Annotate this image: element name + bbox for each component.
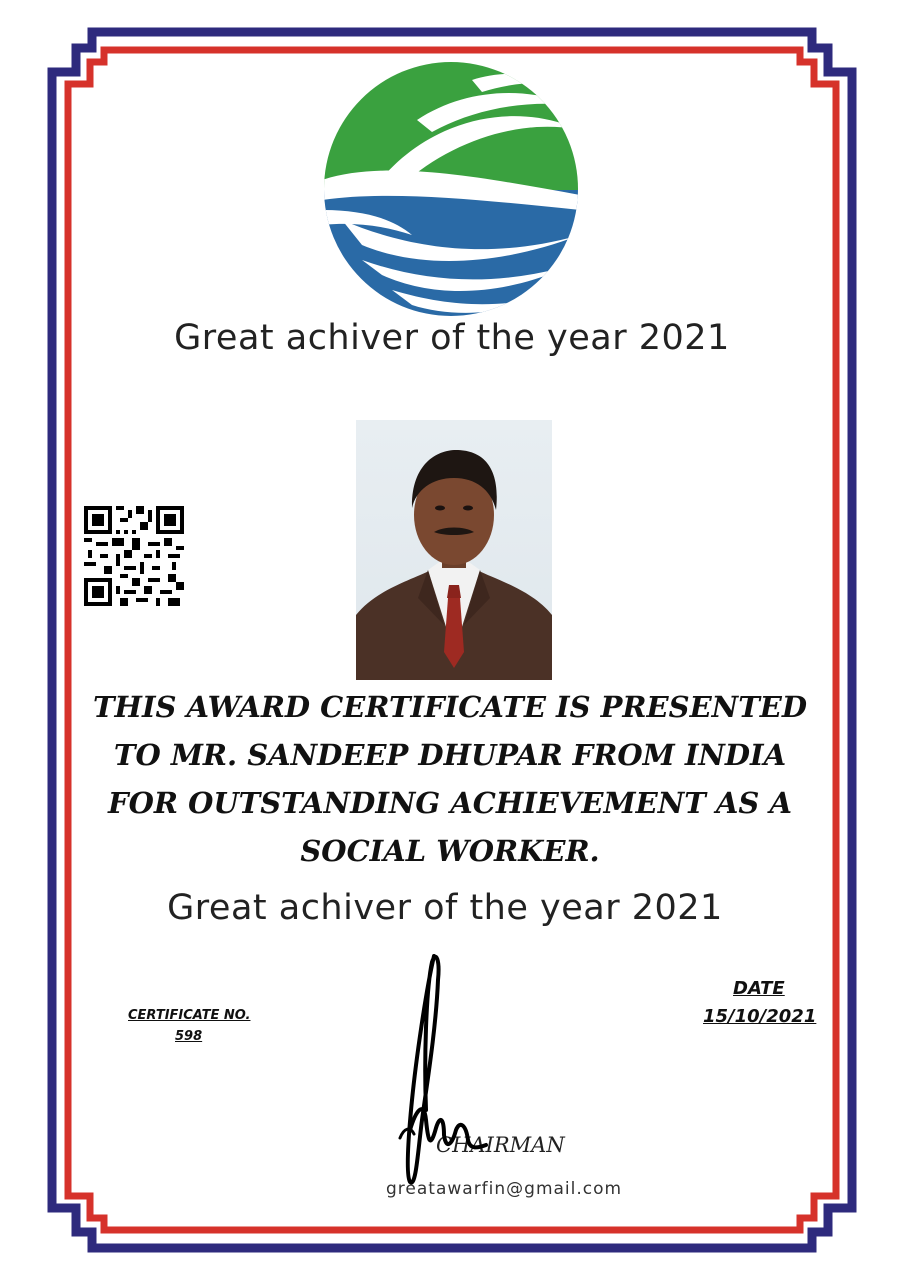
award-line-4: SOCIAL WORKER. xyxy=(300,834,600,868)
contact-email: greatawarfin@gmail.com xyxy=(386,1179,623,1199)
handwritten-signature xyxy=(396,950,506,1190)
hand-wave-logo-icon xyxy=(322,60,580,318)
award-title-bottom: Great achiver of the year 2021 xyxy=(167,888,723,928)
award-title-top: Great achiver of the year 2021 xyxy=(174,318,730,358)
portrait-photo xyxy=(356,420,552,680)
award-statement xyxy=(90,683,810,875)
signatory-title: CHAIRMAN xyxy=(436,1133,565,1157)
award-line-3: FOR OUTSTANDING ACHIEVEMENT AS A xyxy=(108,786,792,820)
certificate-number-label: CERTIFICATE NO. xyxy=(128,1008,251,1023)
certificate-number-value: 598 xyxy=(175,1029,203,1044)
award-line-1: THIS AWARD CERTIFICATE IS PRESENTED xyxy=(92,690,808,724)
date-value: 15/10/2021 xyxy=(703,1006,817,1027)
qr-code-icon xyxy=(84,506,184,606)
date-label: DATE xyxy=(733,978,785,999)
award-line-2: TO MR. SANDEEP DHUPAR FROM INDIA xyxy=(113,738,787,772)
